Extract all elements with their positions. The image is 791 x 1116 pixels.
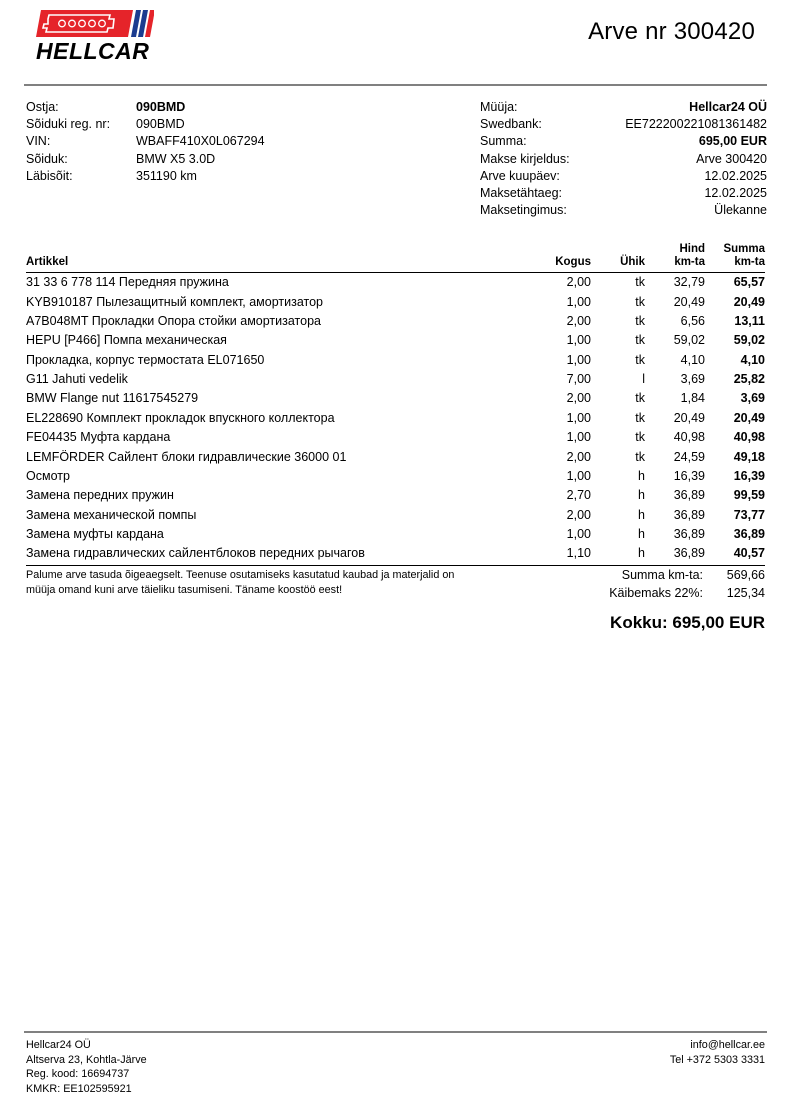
line-items-section	[26, 243, 765, 566]
cell-qty: 1,10	[529, 544, 591, 566]
cell-sum: 20,49	[733, 294, 765, 309]
cell-qty: 1,00	[566, 527, 591, 542]
cell-price: 24,59	[673, 449, 705, 464]
info-value: WBAFF410X0L067294	[136, 134, 265, 149]
cell-price: 3,69	[680, 372, 705, 387]
info-value: 12.02.2025	[704, 186, 767, 201]
table-row	[26, 486, 765, 505]
info-row	[480, 99, 767, 116]
info-label: Maksetähtaeg:	[480, 186, 562, 201]
payment-notes	[26, 568, 526, 597]
cell-unit: tk	[635, 391, 645, 406]
cell-article: Замена гидравлических сайлентблоков передних рычагов	[26, 544, 529, 566]
line-items-table	[26, 243, 765, 566]
cell-price: 1,84	[680, 391, 705, 406]
column-header-price	[645, 243, 705, 273]
page-title: Arve nr 300420	[588, 18, 755, 45]
info-label: Ostja:	[26, 100, 59, 114]
cell-sum: 73,77	[733, 507, 765, 522]
cell-sum: 25,82	[733, 372, 765, 387]
table-row	[26, 409, 765, 428]
cell-qty: 2,70	[566, 488, 591, 503]
cell-price: 36,89	[673, 507, 705, 522]
invoice-footer	[26, 1038, 765, 1096]
header-divider	[24, 84, 767, 86]
info-label: VIN:	[26, 134, 51, 149]
cell-sum: 20,49	[733, 410, 765, 425]
info-row	[480, 151, 767, 168]
info-row	[480, 202, 767, 219]
table-row	[26, 506, 765, 525]
info-value: 351190 km	[136, 168, 197, 183]
cell-qty: 2,00	[566, 275, 591, 290]
footer-vat-number: KMKR: EE102595921	[26, 1082, 132, 1095]
cell-price: 40,98	[673, 430, 705, 445]
invoice-header	[24, 0, 767, 74]
cell-qty: 2,00	[566, 391, 591, 406]
totals-value-net: 569,66	[726, 568, 765, 582]
cell-unit: tk	[635, 333, 645, 348]
cell-unit: tk	[635, 313, 645, 328]
table-header-row	[26, 243, 765, 273]
cell-sum: 40,98	[733, 430, 765, 445]
footer-contact	[670, 1038, 765, 1067]
table-row	[26, 370, 765, 389]
info-value: Arve 300420	[696, 151, 767, 166]
table-row	[26, 467, 765, 486]
table-row	[26, 312, 765, 331]
info-value: 12.02.2025	[704, 168, 767, 183]
info-label: Läbisõit:	[26, 168, 73, 183]
cell-qty: 1,00	[566, 430, 591, 445]
cell-price: 20,49	[673, 294, 705, 309]
cell-qty: 1,00	[566, 333, 591, 348]
info-row	[480, 168, 767, 185]
info-label: Swedbank:	[480, 117, 542, 132]
cell-article: Замена механической помпы	[26, 507, 197, 522]
seller-info-block	[480, 99, 767, 219]
info-value: 090BMD	[136, 117, 185, 132]
buyer-info-block	[26, 99, 356, 185]
footer-reg-code: Reg. kood: 16694737	[26, 1068, 130, 1081]
footer-divider	[24, 1031, 767, 1033]
cell-price: 32,79	[673, 275, 705, 290]
info-row	[26, 168, 356, 185]
hellcar-logo-mark	[36, 10, 154, 37]
payment-notes-line-1: Palume arve tasuda õigeaegselt. Teenuse osutamiseks kasutatud kaubad ja materjalid on	[26, 569, 455, 581]
cell-sum: 40,57	[705, 544, 765, 566]
cell-article: Прокладка, корпус термостата EL071650	[26, 352, 265, 367]
cell-article: FE04435 Муфта кардана	[26, 430, 171, 445]
footer-email[interactable]: info@hellcar.ee	[690, 1039, 765, 1051]
totals-row-net	[465, 566, 765, 584]
cell-article: LEMFÖRDER Сайлент блоки гидравлические 36000 01	[26, 449, 347, 464]
cell-price: 6,56	[680, 313, 705, 328]
cell-sum: 59,02	[733, 333, 765, 348]
cell-unit: h	[591, 544, 645, 566]
cell-price: 20,49	[673, 410, 705, 425]
totals-block	[465, 566, 765, 633]
cell-qty: 1,00	[566, 410, 591, 425]
info-row	[480, 133, 767, 150]
cell-qty: 1,00	[566, 468, 591, 483]
cell-qty: 1,00	[566, 352, 591, 367]
cell-article: A7B048MT Прокладки Опора стойки амортизатора	[26, 313, 321, 328]
info-label: Makse kirjeldus:	[480, 151, 570, 166]
payment-notes-line-2: müüja omand kuni arve täieliku tasumiseni. Täname koostöö eest!	[26, 583, 343, 596]
cell-article: EL228690 Комплект прокладок впускного коллектора	[26, 410, 335, 425]
table-row	[26, 428, 765, 447]
logo-wordmark: HELLCAR	[36, 38, 150, 64]
table-row	[26, 389, 765, 408]
cell-unit: tk	[635, 275, 645, 290]
cell-article: 31 33 6 778 114 Передняя пружина	[26, 275, 229, 290]
cell-unit: tk	[635, 352, 645, 367]
cell-unit: h	[638, 488, 645, 503]
cell-sum: 99,59	[733, 488, 765, 503]
cell-price: 4,10	[680, 352, 705, 367]
info-row	[26, 133, 356, 150]
cell-unit: tk	[635, 294, 645, 309]
table-head	[26, 243, 765, 273]
cell-article: G11 Jahuti vedelik	[26, 372, 128, 387]
cell-sum: 49,18	[733, 449, 765, 464]
table-row	[26, 525, 765, 544]
column-header-price-line1: Hind	[679, 243, 705, 255]
info-label: Sõiduk:	[26, 151, 68, 166]
cell-article: Замена передних пружин	[26, 488, 174, 503]
totals-row-vat	[465, 584, 765, 602]
cell-article: KYB910187 Пылезащитный комплект, амортизатор	[26, 294, 323, 309]
cell-price: 36,89	[673, 527, 705, 542]
info-value: BMW X5 3.0D	[136, 151, 216, 166]
totals-label-vat: Käibemaks 22%:	[609, 586, 703, 600]
table-row	[26, 351, 765, 370]
column-header-price-line2: km-ta	[674, 256, 705, 268]
column-header-sum-line1: Summa	[723, 243, 765, 255]
company-logo	[36, 10, 168, 63]
info-value: 695,00 EUR	[698, 134, 767, 149]
info-label: Sõiduki reg. nr:	[26, 117, 111, 132]
info-row	[26, 116, 356, 133]
cell-article: HEPU [P466] Помпа механическая	[26, 333, 227, 348]
cell-price: 36,89	[673, 488, 705, 503]
table-row	[26, 544, 765, 566]
cell-unit: l	[642, 372, 645, 387]
cell-sum: 3,69	[740, 391, 765, 406]
info-value: Ülekanne	[714, 203, 767, 218]
cell-qty: 7,00	[566, 372, 591, 387]
cell-unit: h	[638, 507, 645, 522]
logo-graphic-icon	[36, 10, 154, 37]
cell-unit: h	[638, 527, 645, 542]
totals-value-vat: 125,34	[726, 586, 765, 600]
cell-sum: 4,10	[740, 352, 765, 367]
column-header-article: Artikkel	[26, 243, 529, 273]
info-value: EE722200221081361482	[625, 117, 767, 132]
cell-unit: tk	[635, 410, 645, 425]
footer-company-details	[26, 1038, 147, 1096]
cell-sum: 13,11	[734, 313, 765, 328]
column-header-sum-line2: km-ta	[734, 256, 765, 268]
table-row	[26, 273, 765, 293]
info-row	[26, 99, 356, 116]
cell-sum: 16,39	[733, 468, 765, 483]
cell-price: 36,89	[645, 544, 705, 566]
table-body	[26, 273, 765, 566]
table-row	[26, 292, 765, 311]
cell-unit: h	[638, 468, 645, 483]
info-label: Summa:	[480, 134, 527, 149]
table-row	[26, 447, 765, 466]
info-label: Müüja:	[480, 100, 518, 114]
cell-qty: 1,00	[566, 294, 591, 309]
cell-price: 16,39	[673, 468, 705, 483]
cell-qty: 2,00	[566, 449, 591, 464]
cell-sum: 36,89	[733, 527, 765, 542]
column-header-quantity: Kogus	[529, 243, 591, 273]
info-label: Arve kuupäev:	[480, 168, 560, 183]
info-value: Hellcar24 OÜ	[689, 100, 767, 114]
info-row	[26, 151, 356, 168]
cell-article: Осмотр	[26, 468, 70, 483]
info-row	[480, 116, 767, 133]
footer-phone: Tel +372 5303 3331	[669, 1053, 765, 1066]
cell-unit: tk	[635, 449, 645, 464]
cell-qty: 2,00	[566, 313, 591, 328]
column-header-unit: Ühik	[591, 243, 645, 273]
totals-label-net: Summa km-ta:	[621, 568, 703, 582]
info-label: Maksetingimus:	[480, 203, 567, 218]
cell-article: Замена муфты кардана	[26, 527, 164, 542]
cell-unit: tk	[635, 430, 645, 445]
cell-sum: 65,57	[733, 275, 765, 290]
footer-address: Altserva 23, Kohtla-Järve	[26, 1053, 147, 1066]
footer-company-name: Hellcar24 OÜ	[26, 1039, 91, 1051]
column-header-sum	[705, 243, 765, 273]
cell-article: BMW Flange nut 11617545279	[26, 391, 199, 406]
cell-price: 59,02	[673, 333, 705, 348]
info-value: 090BMD	[136, 100, 186, 114]
info-row	[480, 185, 767, 202]
grand-total: Kokku: 695,00 EUR	[610, 613, 765, 632]
table-row	[26, 331, 765, 350]
cell-qty: 2,00	[566, 507, 591, 522]
